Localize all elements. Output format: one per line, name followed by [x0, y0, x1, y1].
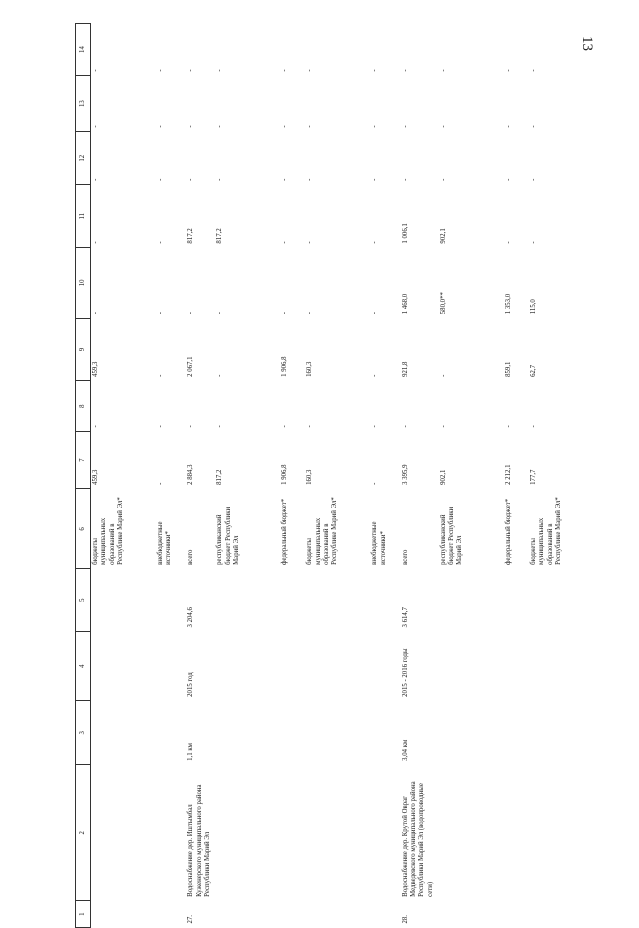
table-row — [529, 24, 594, 928]
value-cell: - — [216, 374, 224, 377]
value-cell: - — [371, 482, 379, 485]
value-cell: - — [371, 125, 379, 128]
value-cell: - — [439, 178, 447, 181]
column-number: 1 — [76, 901, 91, 928]
column-number: 11 — [76, 185, 91, 248]
length-cell: 3,04 км — [401, 739, 409, 761]
table-row — [280, 24, 305, 928]
funding-source: республиканский бюджет Республики Марий Эл — [216, 506, 240, 565]
value-cell: - — [371, 311, 379, 315]
funding-source: республиканский бюджет Республики Марий Эл — [439, 506, 464, 565]
value-cell: - — [439, 425, 447, 428]
value-cell: - — [306, 69, 314, 72]
value-cell: 160,3 — [306, 469, 314, 485]
length-cell — [156, 701, 181, 765]
value-cell: - — [371, 425, 379, 428]
length-cell — [91, 701, 156, 765]
value-cell: - — [216, 125, 224, 128]
value-cell: - — [187, 69, 195, 72]
years-cell — [156, 632, 181, 701]
value-cell: 1 006,1 — [401, 223, 409, 244]
value-cell: 859,1 — [504, 361, 512, 377]
column-number: 12 — [76, 132, 91, 185]
length-cell — [504, 701, 529, 765]
length-cell: 1,1 км — [187, 743, 195, 761]
program-table — [75, 23, 594, 928]
years-cell — [91, 632, 156, 701]
value-cell: - — [306, 425, 314, 428]
table-row — [181, 24, 215, 928]
length-cell — [280, 701, 305, 765]
funding-source: бюджеты муниципальных образований в Республике Марий Эл* — [92, 497, 124, 565]
table-row — [439, 24, 504, 928]
value-cell: - — [92, 125, 99, 128]
value-cell: 580,0** — [439, 292, 447, 315]
value-cell: 459,3 — [92, 469, 99, 485]
value-cell: - — [156, 125, 164, 128]
object-name — [439, 765, 504, 901]
value-cell: - — [504, 178, 512, 181]
value-cell: 3 395,9 — [401, 464, 409, 485]
table-row — [215, 24, 280, 928]
funding-source: внебюджетные источники* — [371, 521, 387, 565]
value-cell: 160,3 — [306, 361, 314, 377]
column-number: 6 — [76, 489, 91, 569]
years-cell — [529, 632, 594, 701]
object-name — [156, 765, 181, 901]
table-header — [76, 24, 91, 928]
length-cell — [215, 701, 280, 765]
row-number: 27. — [187, 915, 195, 924]
length-cell — [370, 701, 395, 765]
value-cell: - — [529, 241, 537, 244]
value-cell: - — [187, 125, 195, 128]
cost-cell — [370, 569, 395, 632]
value-cell: - — [281, 425, 289, 428]
table-row — [370, 24, 395, 928]
value-cell: - — [306, 241, 314, 244]
value-cell: - — [187, 178, 195, 181]
value-cell: - — [216, 425, 224, 428]
value-cell: - — [401, 425, 409, 428]
value-cell: 817,2 — [216, 228, 224, 244]
value-cell: 1 906,8 — [281, 464, 289, 485]
value-cell: - — [187, 425, 195, 428]
value-cell: - — [504, 125, 512, 128]
length-cell — [439, 701, 504, 765]
column-number: 2 — [76, 765, 91, 901]
cost-cell — [504, 569, 529, 632]
header-row — [76, 24, 91, 928]
value-cell: 2 884,3 — [187, 464, 195, 485]
column-number: 7 — [76, 432, 91, 489]
value-cell: - — [439, 125, 447, 128]
value-cell: 459,3 — [92, 361, 99, 377]
value-cell: - — [187, 311, 195, 315]
value-cell: - — [371, 374, 379, 377]
value-cell: - — [401, 178, 409, 181]
value-cell: - — [529, 69, 537, 72]
years-cell — [305, 632, 370, 701]
object-name — [529, 765, 594, 901]
value-cell: 817,2 — [216, 469, 224, 485]
object-name: Водоснабжение дер. Крутой Овраг Медведевского муниципального района Республики Марий Эл (водопроводные сети) — [401, 781, 434, 897]
column-number: 4 — [76, 632, 91, 701]
funding-source: федеральный бюджет* — [281, 498, 289, 565]
funding-source: всего — [401, 549, 409, 565]
value-cell: - — [92, 178, 99, 181]
cost-cell — [156, 569, 181, 632]
value-cell: - — [401, 125, 409, 128]
object-name — [504, 765, 529, 901]
value-cell: - — [156, 482, 164, 485]
table-row — [305, 24, 370, 928]
value-cell: - — [92, 311, 99, 315]
value-cell: - — [156, 311, 164, 315]
value-cell: - — [281, 69, 289, 72]
funding-source: всего — [187, 549, 195, 565]
funding-source: внебюджетные источники* — [156, 521, 173, 565]
value-cell: 902,1 — [439, 228, 447, 244]
years-cell: 2015 год — [187, 672, 195, 697]
value-cell: - — [156, 241, 164, 244]
table-row — [396, 24, 439, 928]
value-cell: 1 906,8 — [281, 356, 289, 377]
funding-source: бюджеты муниципальных образований в Республике Марий Эл* — [529, 497, 562, 565]
column-number: 8 — [76, 381, 91, 432]
row-number: 28. — [401, 915, 409, 924]
value-cell: - — [156, 69, 164, 72]
value-cell: - — [529, 125, 537, 128]
years-cell: 2015 - 2016 годы — [401, 648, 409, 697]
value-cell: - — [529, 178, 537, 181]
value-cell: - — [281, 178, 289, 181]
value-cell: - — [216, 311, 224, 315]
value-cell: - — [156, 178, 164, 181]
column-number: 13 — [76, 76, 91, 132]
value-cell: - — [401, 69, 409, 72]
value-cell: - — [504, 241, 512, 244]
years-cell — [370, 632, 395, 701]
table-row — [91, 24, 156, 928]
value-cell: - — [156, 425, 164, 428]
cost-cell — [305, 569, 370, 632]
object-name — [215, 765, 280, 901]
value-cell: - — [504, 69, 512, 72]
value-cell: - — [281, 311, 289, 315]
value-cell: 115,0 — [529, 299, 537, 315]
object-name — [305, 765, 370, 901]
object-name — [280, 765, 305, 901]
cost-cell — [529, 569, 594, 632]
value-cell: 902,1 — [439, 469, 447, 485]
length-cell — [305, 701, 370, 765]
cost-cell — [439, 569, 504, 632]
years-cell — [280, 632, 305, 701]
cost-cell — [91, 569, 156, 632]
years-cell — [215, 632, 280, 701]
value-cell: - — [216, 178, 224, 181]
cost-cell — [215, 569, 280, 632]
object-name: Водоснабжение дер. Иштымбал Куженерского муниципального района Республики Марий Эл — [187, 784, 211, 897]
value-cell: - — [306, 178, 314, 181]
value-cell: - — [439, 69, 447, 72]
value-cell: - — [156, 374, 164, 377]
value-cell: 921,8 — [401, 361, 409, 377]
value-cell: - — [92, 241, 99, 244]
column-number: 3 — [76, 701, 91, 765]
value-cell: - — [281, 241, 289, 244]
value-cell: 177,7 — [529, 469, 537, 485]
length-cell — [529, 701, 594, 765]
value-cell: - — [371, 178, 379, 181]
value-cell: 817,2 — [187, 228, 195, 244]
column-number: 10 — [76, 248, 91, 319]
table-row — [504, 24, 529, 928]
table-body — [91, 24, 595, 928]
value-cell: 1 353,0 — [504, 293, 512, 315]
value-cell: - — [92, 69, 99, 72]
value-cell: - — [92, 425, 99, 428]
funding-source: федеральный бюджет* — [504, 498, 512, 565]
value-cell: 1 468,0 — [401, 293, 409, 315]
value-cell: - — [439, 374, 447, 377]
column-number: 9 — [76, 318, 91, 381]
value-cell: 2 067,1 — [187, 356, 195, 377]
object-name — [91, 765, 156, 901]
table-row — [156, 24, 181, 928]
column-number: 14 — [76, 24, 91, 76]
value-cell: - — [306, 311, 314, 315]
value-cell: - — [281, 125, 289, 128]
column-number: 5 — [76, 569, 91, 632]
object-name — [370, 765, 395, 901]
years-cell — [504, 632, 529, 701]
cost-cell: 3 614,7 — [401, 607, 409, 628]
value-cell: - — [371, 241, 379, 244]
value-cell: - — [529, 425, 537, 428]
funding-source: бюджеты муниципальных образований в Республике Марий Эл* — [306, 497, 339, 565]
value-cell: - — [371, 69, 379, 72]
value-cell: - — [306, 125, 314, 128]
value-cell: 62,7 — [529, 364, 537, 377]
cost-cell: 3 204,6 — [187, 607, 195, 628]
value-cell: - — [216, 69, 224, 72]
years-cell — [439, 632, 504, 701]
value-cell: - — [504, 425, 512, 428]
cost-cell — [280, 569, 305, 632]
page-number: 13 — [579, 36, 595, 51]
value-cell: 2 212,1 — [504, 464, 512, 485]
